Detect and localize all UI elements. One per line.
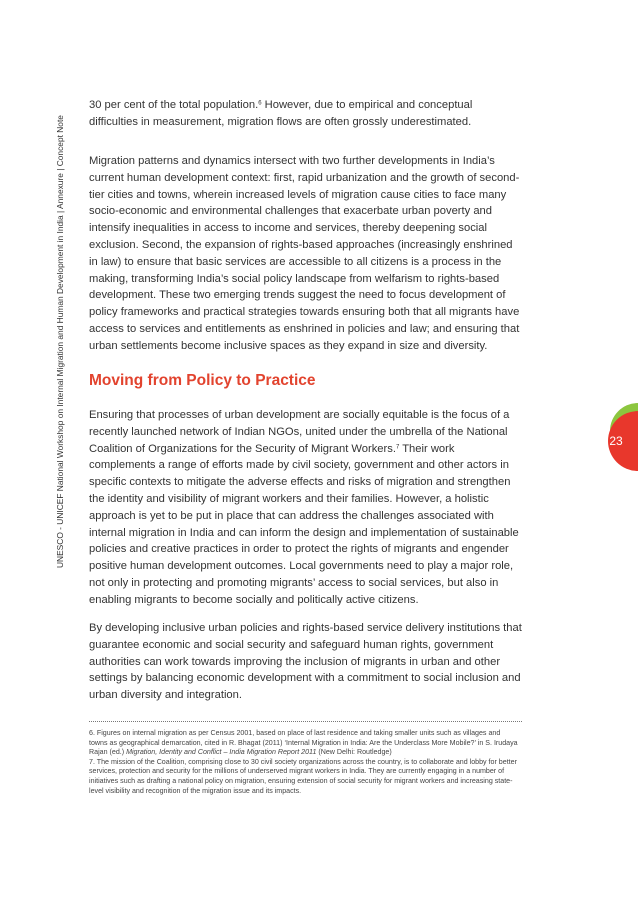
- footnote-ref-6[interactable]: 6: [258, 100, 262, 107]
- paragraph-1-text-a: 30 per cent of the total population.: [89, 99, 259, 111]
- page-number: 23: [609, 434, 623, 448]
- footnote-6-text-a: 6. Figures on internal migration as per Census 2001, based on place of last residence and taking smaller units such as villages and towns as geographical demarcation, cited in R. Bhagat (2011) ‘Internal Migration in India: Are the Underclass More Mobile?’ in S. Irudaya Rajan (ed.): [89, 729, 518, 757]
- footnote-ref-7[interactable]: 7: [395, 444, 400, 451]
- paragraph-2: Migration patterns and dynamics intersect with two further developments in India’s current human development context: first, rapid urbanization and the growth of second-tier cities and towns, wherein increased levels of migration cause cities to face many socio-economic and environmental challenges that exacerbate urban poverty and intensify inequalities in access to income and services, thereby deepening social exclusion. Second, the expansion of rights-based approaches (increasingly enshrined in law) to ensure that basic services are accessible to all citizens is a process in the making, transforming India’s social policy landscape from welfarism to rights-based development. These two emerging trends suggest the need to focus development of policy frameworks and practical strategies towards ensuring both that all migrants have access to services and entitlements as enshrined in policies and law; and ensuring that urban settlements become inclusive spaces as they expand in size and diversity.: [89, 155, 520, 352]
- running-header-vertical: UNESCO - UNICEF National Workshop on Internal Migration and Human Development in India | Annexure | Concept Note: [55, 115, 65, 568]
- paragraph-4: By developing inclusive urban policies and rights-based service delivery institutions that guarantee economic and social security and safeguard human rights, government authorities can work towards improving the inclusion of migrants in urban and other settings by balancing economic development with a commitment to social inclusion and urban diversity and integration.: [89, 622, 522, 702]
- paragraph-1: [89, 97, 509, 131]
- section-heading: Moving from Policy to Practice: [89, 372, 316, 389]
- paragraph-3-text-a: Ensuring that processes of urban development are socially equitable is the focus of a recently launched network of Indian NGOs, united under the umbrella of the National Coalition of Organizations for the Security of Migrant Workers.: [89, 409, 510, 455]
- paragraph-3-text-b: Their work complements a range of efforts made by civil society, government and other actors in specific contexts to mitigate the adverse effects and risks of migration and strengthen the identity and visibility of migrant workers and their families. However, a holistic approach is yet to be put in place that can address the challenges associated with internal migration in India and can inform the design and implementation of sustainable policies and creative practices in order to protect the rights of migrants and engender positive human development outcomes. Local governments need to play a major role, not only in protecting and promoting migrants’ access to social services, but also in enabling migrants to become socially and politically active citizens.: [89, 442, 519, 606]
- footnote-6-title: Migration, Identity and Conflict – India Migration Report 2011: [126, 748, 317, 757]
- footnote-6: [89, 729, 519, 758]
- page-number-badge: [578, 401, 638, 471]
- footnote-6-text-b: (New Delhi: Routledge): [316, 748, 392, 757]
- footnotes: [89, 729, 519, 796]
- paragraph-3: [89, 407, 523, 609]
- footnote-divider: [89, 721, 522, 722]
- paragraph-1-text-b: However, due to empirical and conceptual difficulties in measurement, migration flows are often grossly underestimated.: [89, 99, 473, 128]
- footnote-7: 7. The mission of the Coalition, comprising close to 30 civil society organizations across the country, is to collaborate and lobby for better services, protection and security for the millions of underserved migrant workers in India. They are currently engaging in a number of initiatives such as drafting a national policy on migration, ensuring extension of social security for migrant workers and increasing state-level visibility and recognition of the migration issue and its impacts.: [89, 757, 517, 795]
